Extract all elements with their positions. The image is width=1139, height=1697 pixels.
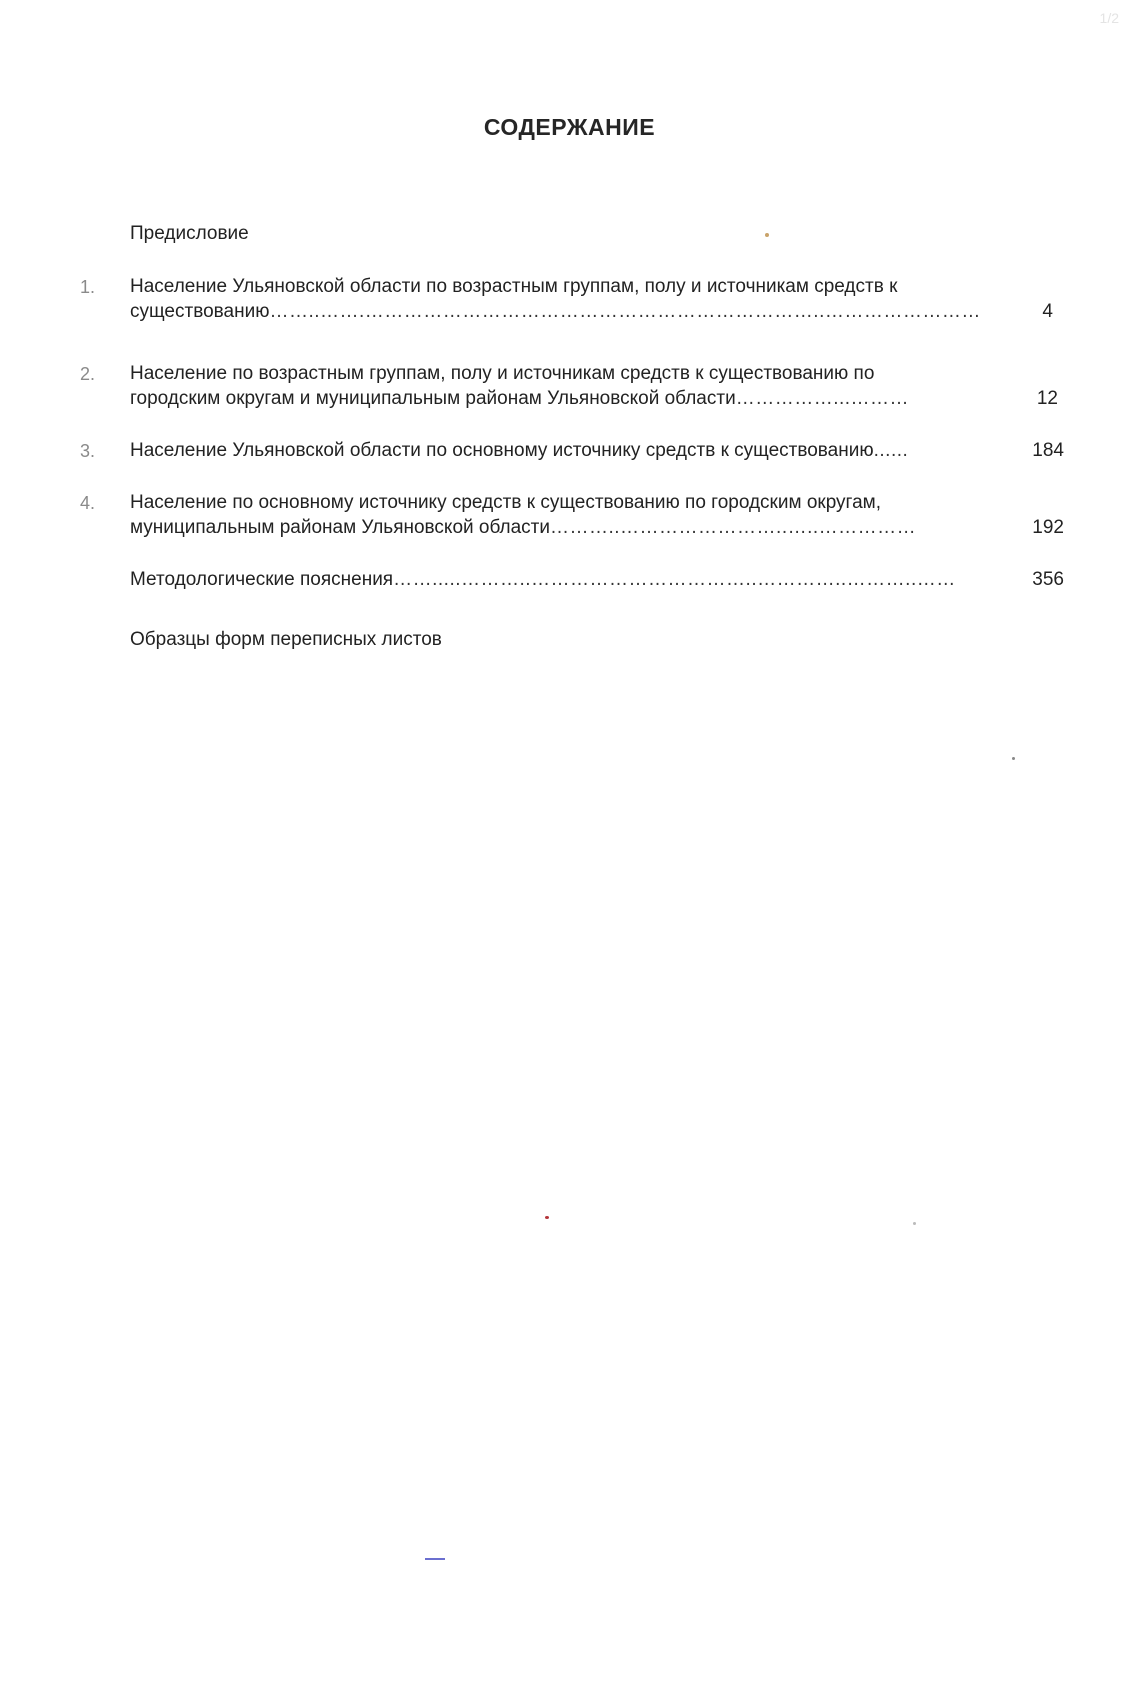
toc-entry-text: Население Ульяновской области по основному источнику средств к существованию	[130, 440, 874, 461]
toc-entry-line	[130, 300, 981, 324]
toc-page-number: 192	[1032, 517, 1064, 538]
toc-entry-number: 2.	[80, 364, 96, 384]
toc-page-number: 356	[1032, 569, 1064, 590]
toc-leader-dots: ………..……………………..…..……………	[550, 517, 917, 538]
scan-speck	[913, 1222, 916, 1225]
page-title: СОДЕРЖАНИЕ	[483, 114, 656, 140]
toc-entry-line: Население Ульяновской области по возрастным группам, полу и источникам средств к	[130, 276, 898, 297]
toc-entry-line: Население по возрастным группам, полу и источникам средств к существованию по	[130, 363, 875, 384]
toc-forms: Образцы форм переписных листов	[130, 629, 442, 650]
toc-entry-number: 4.	[80, 493, 96, 513]
toc-leader-dots: ......	[873, 440, 909, 461]
toc-page-number: 184	[1032, 440, 1064, 461]
toc-leader-dots: ……..…….……………………………………………………………..……………………	[269, 301, 981, 322]
toc-entry-line	[130, 568, 956, 592]
scan-speck	[1012, 757, 1015, 760]
toc-preface: Предисловие	[130, 223, 249, 244]
toc-page-number: 4	[1042, 301, 1053, 322]
toc-entry-text: существованию	[130, 301, 270, 322]
toc-entry-text: муниципальным районам Ульяновской области	[130, 517, 550, 538]
toc-entry-text: городским округам и муниципальным районам Ульяновской области	[130, 388, 736, 409]
toc-leader-dots: …….....………..……………………………..…………..………..……	[393, 569, 956, 590]
toc-entry-line	[130, 516, 916, 540]
toc-entry-text: Методологические пояснения	[130, 569, 394, 590]
toc-leader-dots: ……………...………	[735, 388, 910, 409]
toc-entry-line	[130, 439, 908, 463]
toc-entry-line	[130, 387, 909, 411]
toc-page-number: 12	[1036, 388, 1058, 409]
scan-mark	[425, 1558, 445, 1560]
scan-corner-mark: 1/2	[1099, 10, 1119, 26]
scan-speck	[545, 1216, 549, 1219]
toc-entry-number: 3.	[80, 441, 96, 461]
scan-speck	[765, 233, 769, 237]
toc-entry-number: 1.	[80, 277, 96, 297]
toc-entry-line: Население по основному источнику средств к существованию по городским округам,	[130, 492, 881, 513]
